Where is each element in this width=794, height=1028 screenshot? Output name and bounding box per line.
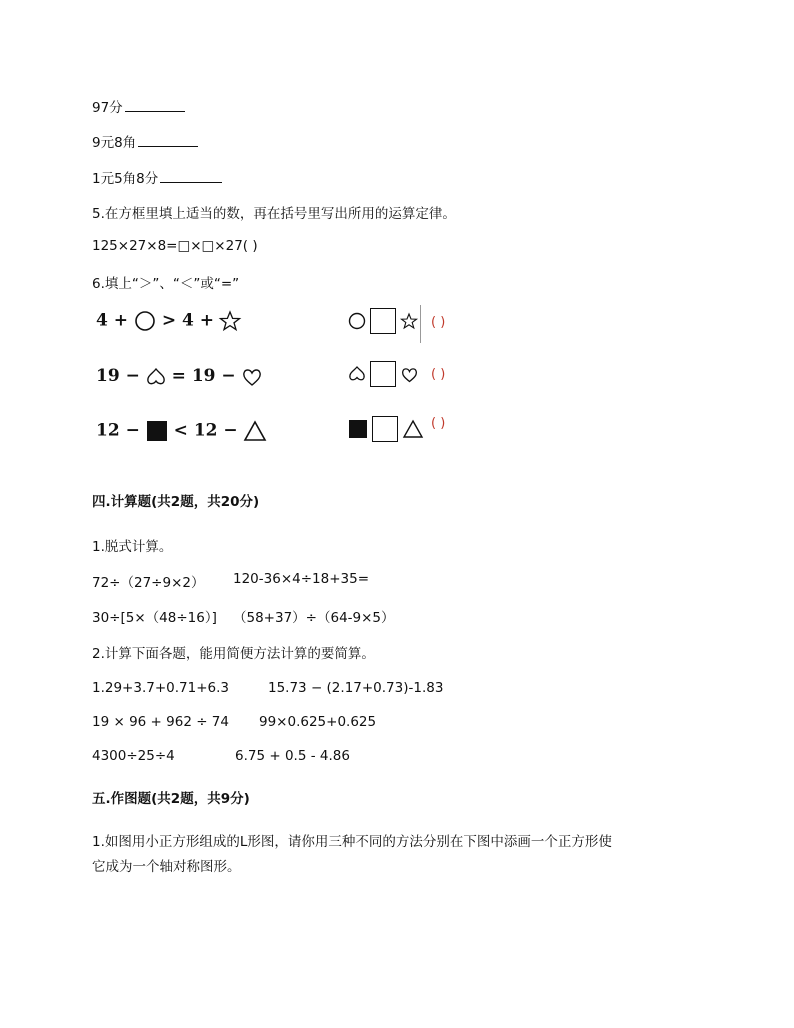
expr-part: 12 − <box>96 420 140 441</box>
calc-expression: 72÷（27÷9×2） <box>92 575 205 591</box>
heart-icon <box>401 366 418 383</box>
q5-expression: 125×27×8=□×□×27( ) <box>92 238 258 254</box>
fill-item-label: 97分 <box>92 100 123 116</box>
answer-box[interactable] <box>370 308 396 334</box>
calc-expression: 1.29+3.7+0.71+6.3 <box>92 680 229 696</box>
star-icon <box>220 311 240 331</box>
triangle-icon <box>403 420 423 438</box>
law-answer-paren[interactable]: ( ) <box>431 367 446 382</box>
spade-icon <box>146 367 166 387</box>
expr-part: 19 − <box>96 366 140 386</box>
answer-blank[interactable] <box>160 170 222 183</box>
expr-part: 12 − <box>193 420 238 441</box>
filled-square-icon <box>348 419 368 439</box>
star-icon <box>401 313 417 329</box>
heart-icon <box>242 367 262 387</box>
section5-q1-line2: 它成为一个轴对称图形。 <box>92 859 241 875</box>
section4-q1-title: 1.脱式计算。 <box>92 539 173 555</box>
calc-expression: 19 × 96 + 962 ÷ 74 <box>92 714 229 730</box>
fill-item-label: 9元8角 <box>92 135 137 151</box>
answer-blank[interactable] <box>125 99 185 112</box>
calc-expression: 30÷[5×（48÷16）] <box>92 610 217 626</box>
law-answer-paren[interactable]: ( ) <box>431 315 446 330</box>
q6-title: 6.填上“＞”、“＜”或“=” <box>92 276 240 292</box>
operator: > <box>161 310 177 331</box>
section5-q1-line1: 1.如图用小正方形组成的L形图，请你用三种不同的方法分别在下图中添画一个正方形使 <box>92 834 612 850</box>
calc-expression: 15.73 − (2.17+0.73)-1.83 <box>268 680 444 696</box>
q6-row1-equation <box>96 310 240 332</box>
triangle-icon <box>244 421 266 441</box>
section4-q2-title: 2.计算下面各题，能用简便方法计算的要简算。 <box>92 646 375 662</box>
circle-icon <box>348 312 366 330</box>
fill-item-label: 1元5角8分 <box>92 171 159 187</box>
fill-item-97fen <box>92 96 185 116</box>
operator: < <box>173 420 188 441</box>
filled-square-icon <box>146 420 168 442</box>
q6-row1-compare <box>348 308 417 334</box>
circle-icon <box>134 310 156 332</box>
q6-row3-equation <box>96 420 266 442</box>
section4-title: 四.计算题(共2题，共20分) <box>92 494 260 510</box>
section5-title: 五.作图题(共2题，共9分) <box>92 791 250 807</box>
fill-item-9yuan8jiao <box>92 131 198 151</box>
expr-part: 4 + <box>182 310 215 331</box>
q5-title: 5.在方框里填上适当的数，再在括号里写出所用的运算定律。 <box>92 206 456 222</box>
expr-part: 4 + <box>96 310 128 331</box>
q6-row3-compare <box>348 416 423 442</box>
calc-expression: （58+37）÷（64-9×5） <box>233 610 395 626</box>
answer-box[interactable] <box>372 416 398 442</box>
expr-part: 19 − <box>191 366 236 386</box>
q6-row2-equation <box>96 366 262 387</box>
answer-box[interactable] <box>370 361 396 387</box>
q6-row2-compare <box>348 361 418 387</box>
spade-icon <box>348 365 366 383</box>
calc-expression: 4300÷25÷4 <box>92 748 175 764</box>
divider <box>420 305 421 343</box>
law-answer-paren[interactable]: ( ) <box>431 416 446 431</box>
calc-expression: 6.75 + 0.5 - 4.86 <box>235 748 350 764</box>
calc-expression: 120-36×4÷18+35= <box>233 571 370 587</box>
answer-blank[interactable] <box>138 134 198 147</box>
operator: = <box>171 366 186 386</box>
fill-item-1yuan5jiao8fen <box>92 167 222 187</box>
calc-expression: 99×0.625+0.625 <box>259 714 377 730</box>
